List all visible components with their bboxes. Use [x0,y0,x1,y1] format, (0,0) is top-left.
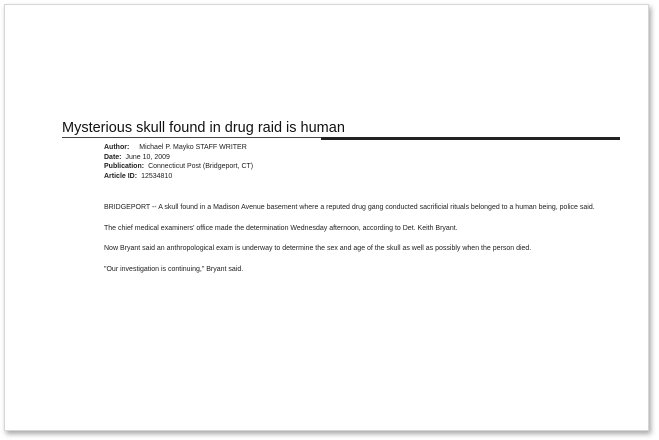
document-page [4,4,649,431]
article-body [104,203,624,285]
meta-label: Publication: [104,163,145,171]
meta-label: Article ID: [104,172,138,180]
article-metadata [104,143,253,181]
article-paragraph: "Our investigation is continuing," Bryant said. [104,265,244,273]
meta-author [104,143,253,153]
meta-value: Connecticut Post (Bridgeport, CT) [148,163,254,171]
meta-publication [104,162,253,172]
headline-rule-bold [321,137,620,140]
article-paragraph: BRIDGEPORT -- A skull found in a Madison Avenue basement where a reputed drug gang conducted sacrificial rituals belonged to a human being, police said. [104,204,595,211]
meta-value: June 10, 2009 [125,153,170,161]
article-paragraph: The chief medical examiners' office made the determination Wednesday afternoon, according to Det. Keith Bryant. [104,224,458,232]
article-paragraph: Now Bryant said an anthropological exam is underway to determine the sex and age of the skull as well as possibly when the person died. [104,245,532,252]
article-headline: Mysterious skull found in drug raid is human [62,120,345,136]
meta-date [104,153,253,163]
meta-value: Michael P. Mayko STAFF WRITER [139,144,247,151]
meta-label: Author: [104,144,130,151]
meta-label: Date: [104,153,122,161]
meta-value: 12534810 [141,172,173,180]
meta-article-id [104,172,253,182]
